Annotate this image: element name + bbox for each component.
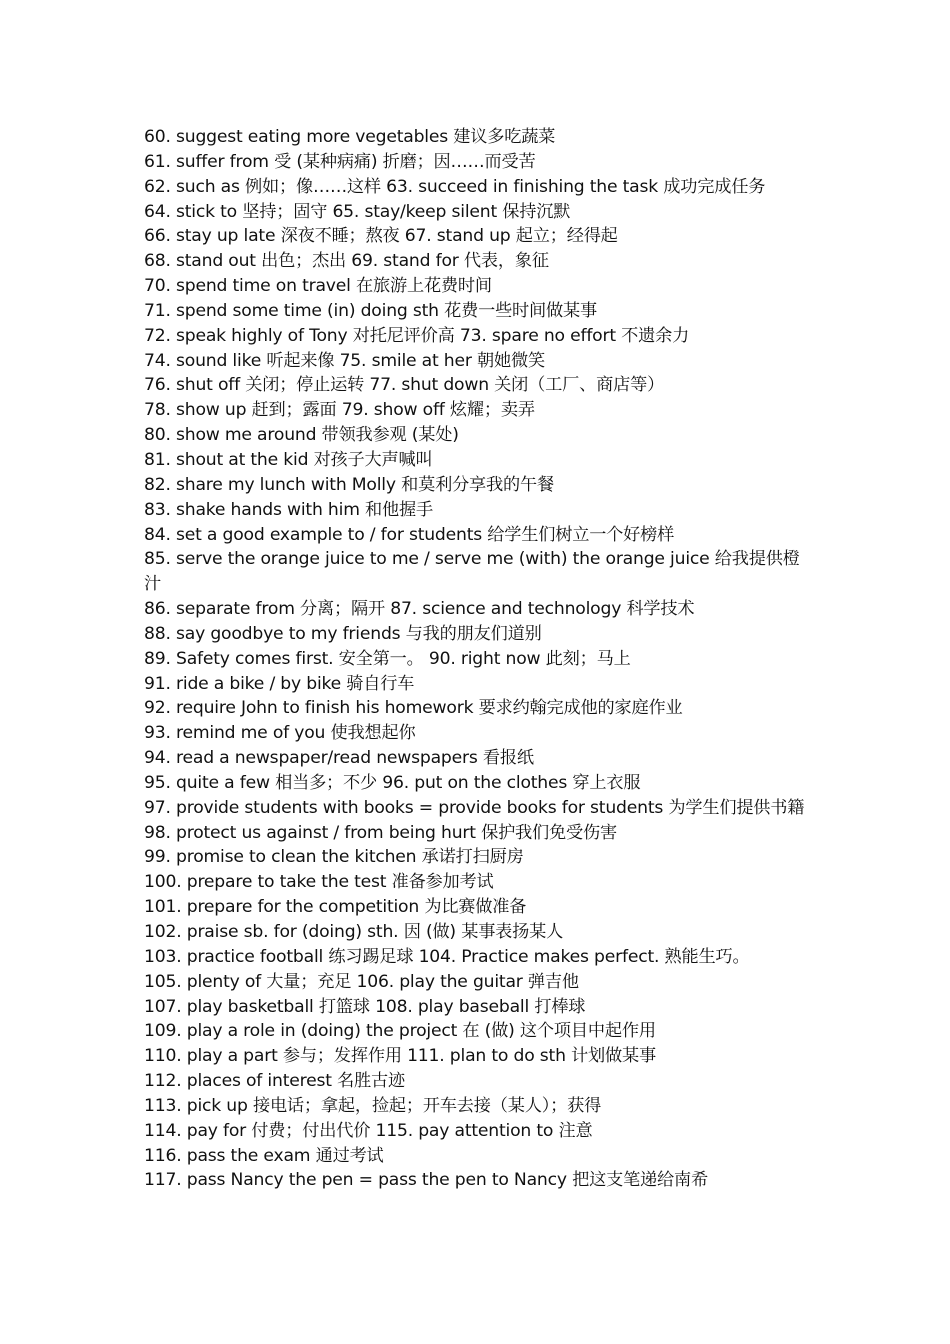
vocabulary-line: 88. say goodbye to my friends 与我的朋友们道别 [144,623,542,644]
vocabulary-line: 112. places of interest 名胜古迹 [144,1071,405,1092]
vocabulary-line: 92. require John to finish his homework 要求约翰完成他的家庭作业 [144,698,683,719]
vocabulary-line: 81. shout at the kid 对孩子大声喊叫 [144,449,433,470]
vocabulary-line: 74. sound like 听起来像 75. smile at her 朝她微笑 [144,350,545,371]
vocabulary-line: 91. ride a bike / by bike 骑自行车 [144,673,415,694]
vocabulary-line: 72. speak highly of Tony 对托尼评价高 73. spare no effort 不遗余力 [144,325,690,346]
vocabulary-line: 71. spend some time (in) doing sth 花费一些时间做某事 [144,300,597,321]
vocabulary-line: 93. remind me of you 使我想起你 [144,723,416,744]
vocabulary-line: 64. stick to 坚持；固守 65. stay/keep silent 保持沉默 [144,201,571,222]
vocabulary-line: 95. quite a few 相当多；不少 96. put on the clothes 穿上衣服 [144,772,641,793]
vocabulary-line: 83. shake hands with him 和他握手 [144,499,433,520]
vocabulary-line: 117. pass Nancy the pen = pass the pen to Nancy 把这支笔递给南希 [144,1170,709,1191]
vocabulary-line: 82. share my lunch with Molly 和莫利分享我的午餐 [144,474,554,495]
vocabulary-line: 61. suffer from 受 (某种病痛) 折磨；因……而受苦 [144,151,536,172]
vocabulary-line: 103. practice football 练习踢足球 104. Practice makes perfect. 熟能生巧。 [144,946,750,967]
vocabulary-line: 89. Safety comes first. 安全第一。 90. right now 此刻；马上 [144,648,631,669]
vocabulary-line: 109. play a role in (doing) the project 在 (做) 这个项目中起作用 [144,1021,656,1042]
vocabulary-list [144,125,812,1193]
vocabulary-line: 66. stay up late 深夜不睡；熬夜 67. stand up 起立；经得起 [144,226,618,247]
vocabulary-line: 100. prepare to take the test 准备参加考试 [144,872,494,893]
vocabulary-line: 110. play a part 参与；发挥作用 111. plan to do sth 计划做某事 [144,1046,656,1067]
vocabulary-line: 97. provide students with books = provide books for students 为学生们提供书籍 [144,797,805,818]
vocabulary-line: 60. suggest eating more vegetables 建议多吃蔬菜 [144,127,556,147]
vocabulary-line: 98. protect us against / from being hurt 保护我们免受伤害 [144,822,617,843]
vocabulary-line: 84. set a good example to / for students 给学生们树立一个好榜样 [144,524,675,545]
vocabulary-line: 85. serve the orange juice to me / serve me (with) the orange juice 给我提供橙汁 [144,549,800,595]
vocabulary-line: 70. spend time on travel 在旅游上花费时间 [144,276,492,297]
vocabulary-line: 116. pass the exam 通过考试 [144,1145,384,1166]
vocabulary-line: 114. pay for 付费；付出代价 115. pay attention to 注意 [144,1120,593,1141]
vocabulary-line: 80. show me around 带领我参观 (某处) [144,425,459,446]
vocabulary-line: 105. plenty of 大量；充足 106. play the guitar 弹吉他 [144,971,579,992]
vocabulary-line: 102. praise sb. for (doing) sth. 因 (做) 某事表扬某人 [144,922,564,942]
vocabulary-line: 99. promise to clean the kitchen 承诺打扫厨房 [144,847,524,868]
vocabulary-line: 78. show up 赶到；露面 79. show off 炫耀；卖弄 [144,400,535,421]
vocabulary-line: 113. pick up 接电话；拿起，捡起；开车去接（某人）；获得 [144,1095,602,1116]
vocabulary-line: 101. prepare for the competition 为比赛做准备 [144,897,527,918]
vocabulary-line: 86. separate from 分离；隔开 87. science and technology 科学技术 [144,599,695,620]
vocabulary-line: 68. stand out 出色；杰出 69. stand for 代表，象征 [144,251,549,272]
vocabulary-line: 62. such as 例如；像……这样 63. succeed in finishing the task 成功完成任务 [144,176,766,197]
vocabulary-line: 76. shut off 关闭；停止运转 77. shut down 关闭（工厂、商店等） [144,375,665,396]
vocabulary-line: 94. read a newspaper/read newspapers 看报纸 [144,748,534,769]
vocabulary-line: 107. play basketball 打篮球 108. play baseball 打棒球 [144,996,586,1017]
